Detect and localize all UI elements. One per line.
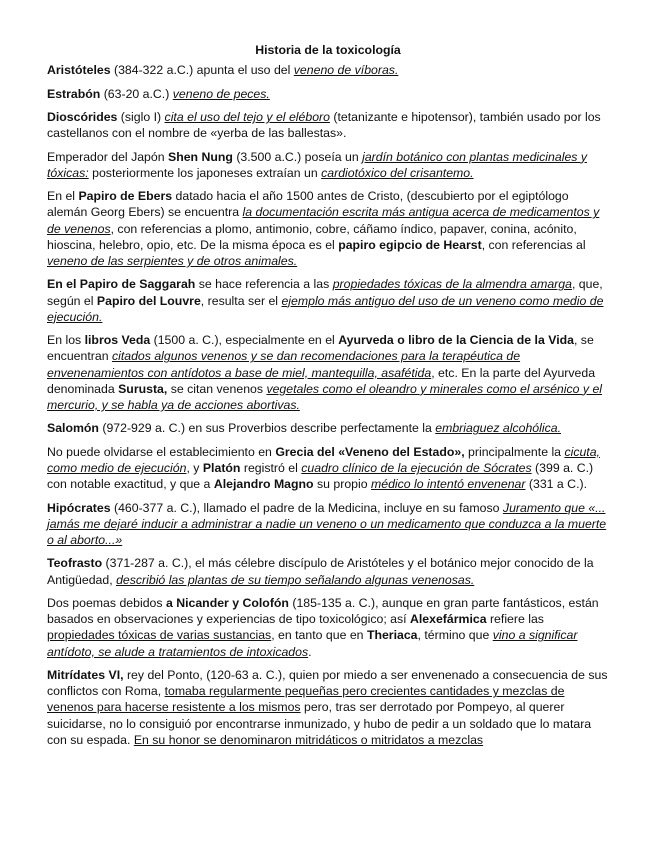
paragraph <box>47 667 609 748</box>
text-run: (972-929 a. C.) en sus Proverbios describe perfectamente la <box>98 421 436 436</box>
text-run: (399 a. C.) con notable exactitud, y que a <box>47 460 594 492</box>
text-run: (185-135 a. C.), aunque en gran parte fantásticos, están basados en observaciones y experiencias de tipo toxicológico; así <box>47 595 599 627</box>
bold-term: Papiro de Ebers <box>78 189 173 204</box>
bold-term: Papiro del Louvre <box>96 293 201 308</box>
underlined-italic-text: citados algunos venenos y se dan recomendaciones para la terapéutica de envenenamientos con antídotos a base de miel, mantequilla, asafétida <box>47 349 521 380</box>
bold-term: Theriaca <box>366 628 418 643</box>
bold-term: Estrabón <box>47 86 101 101</box>
underlined-italic-text: veneno de las serpientes y de otros animales. <box>47 253 298 268</box>
text-run: su propio <box>313 477 371 492</box>
underlined-italic-text: la documentación escrita más antigua acerca de medicamentos y de venenos <box>47 205 600 236</box>
paragraph <box>47 109 609 141</box>
text-run: (384-322 a.C.) apunta el uso del <box>110 63 294 78</box>
bold-term: En el Papiro de Saggarah <box>47 277 196 292</box>
paragraph <box>47 276 609 325</box>
text-run: En el <box>47 189 79 204</box>
text-run: , que, según el <box>47 277 603 308</box>
text-run: se hace referencia a las <box>195 277 333 292</box>
bold-term: a Nicander y Colofón <box>165 595 289 610</box>
bold-term: Ayurveda o libro de la Ciencia de la Vida <box>338 333 574 348</box>
bold-term: Alexefármica <box>409 612 487 627</box>
text-run: (460-377 a. C.), llamado el padre de la Medicina, incluye en su famoso <box>110 500 503 515</box>
text-run: posteriormente los japoneses extraían un <box>88 165 322 180</box>
text-run: Emperador del Japón <box>47 149 168 164</box>
underlined-italic-text: médico lo intentó envenenar <box>370 477 526 492</box>
underlined-italic-text: describió las plantas de su tiempo señalando algunas venenosas. <box>116 572 475 587</box>
underlined-italic-text: veneno de víboras. <box>293 63 399 78</box>
text-run: , con referencias al <box>481 237 586 252</box>
bold-term: Surusta, <box>118 381 168 396</box>
paragraph <box>47 149 609 181</box>
bold-term: Shen Nung <box>168 149 233 164</box>
text-run: Dos poemas debidos <box>47 595 166 610</box>
bold-term: libros Veda <box>84 333 151 348</box>
bold-term: Dioscórides <box>47 109 118 124</box>
paragraph <box>47 500 609 549</box>
text-run: No puede olvidarse el establecimiento en <box>47 444 276 459</box>
bold-term: Platón <box>202 460 241 475</box>
text-run: refiere las <box>486 612 544 627</box>
paragraph <box>47 188 609 269</box>
underlined-italic-text: cita el uso del tejo y el eléboro <box>164 109 330 124</box>
underlined-italic-text: veneno de peces. <box>172 86 270 101</box>
text-run: , y <box>186 460 203 475</box>
text-run: (siglo I) <box>117 109 165 124</box>
text-run: (331 a C.). <box>525 477 587 492</box>
paragraph <box>47 86 609 102</box>
text-run: En los <box>47 333 85 348</box>
text-run: , con referencias a plomo, antimonio, cobre, cáñamo índico, papaver, conina, acónito, hioscina, helebro, opio, etc. De la misma época es el <box>47 221 577 252</box>
text-run: (tetanizante e hipotensor), también usado por los castellanos con el nombre de «yerba de las ballestas». <box>47 109 601 141</box>
text-run: (3.500 a.C.) poseía un <box>232 149 363 164</box>
text-run: datado hacia el año 1500 antes de Cristo, (descubierto por el egiptólogo alemán Georg Ebers) se encuentra <box>47 189 569 220</box>
text-run: registró el <box>240 460 302 475</box>
document-body <box>47 62 609 748</box>
underlined-italic-text: cuadro clínico de la ejecución de Sócrates <box>301 460 532 475</box>
paragraph <box>47 420 609 436</box>
underlined-italic-text: propiedades tóxicas de la almendra amarga <box>332 277 572 292</box>
text-run: , resulta ser el <box>200 293 282 308</box>
bold-term: Grecia del «Veneno del Estado», <box>275 444 465 459</box>
underlined-text: En su honor se denominaron mitridáticos o mitridatos a mezclas <box>133 732 484 747</box>
underlined-text: tomaba regularmente pequeñas pero crecientes cantidades y mezclas de venenos para hacerse resistente a los mismos <box>47 684 565 715</box>
paragraph <box>47 332 609 413</box>
text-run: pero, tras ser derrotado por Pompeyo, al querer suicidarse, no lo consiguió por encontrarse inmunizado, y hubo de pedir a un soldado que lo matara con su espada. <box>47 700 592 747</box>
underlined-italic-text: vino a significar antídoto, se alude a tratamientos de intoxicados <box>47 628 578 659</box>
bold-term: Mitrídates VI, <box>47 667 124 682</box>
paragraph <box>47 444 609 493</box>
paragraph <box>47 555 609 587</box>
bold-term: Alejandro Magno <box>213 477 314 492</box>
bold-term: Salomón <box>47 421 99 436</box>
underlined-italic-text: ejemplo más antiguo del uso de un veneno como medio de ejecución. <box>47 293 604 324</box>
text-run: , se encuentran <box>47 333 594 364</box>
text-run: rey del Ponto, (120-63 a. C.), quien por miedo a ser envenenado a consecuencia de sus conflictos con Roma, <box>47 667 608 699</box>
page-title: Historia de la toxicología <box>255 43 401 57</box>
text-run: . <box>308 644 312 659</box>
paragraph <box>47 62 609 78</box>
paragraph <box>47 595 609 660</box>
text-run: , en tanto que en <box>271 628 367 643</box>
underlined-text: propiedades tóxicas de varias sustancias <box>47 628 272 643</box>
text-run: (63-20 a.C.) <box>100 86 173 101</box>
text-run: (371-287 a. C.), el más célebre discípulo de Aristóteles y el botánico mejor conocido de la Antigüedad, <box>47 556 594 587</box>
text-run: (1500 a. C.), especialmente en el <box>150 333 339 348</box>
text-run: se citan venenos <box>167 381 267 396</box>
underlined-italic-text: vegetales como el oleandro y minerales como el arsénico y el mercurio, y se habla ya de acciones abortivas. <box>47 381 603 412</box>
text-run: , etc. En la parte del Ayurveda denominada <box>47 365 596 396</box>
bold-term: Aristóteles <box>47 63 111 78</box>
bold-term: papiro egipcio de Hearst <box>338 237 482 252</box>
text-run: principalmente la <box>464 444 565 459</box>
underlined-italic-text: cardiotóxico del crisantemo. <box>321 165 474 180</box>
bold-term: Teofrasto <box>47 556 103 571</box>
bold-term: Hipócrates <box>47 500 111 515</box>
underlined-italic-text: Juramento que «... jamás me dejaré inducir a administrar a nadie un veneno o un medicamento que conduzca a la muerte o al aborto...» <box>47 500 607 547</box>
underlined-italic-text: jardín botánico con plantas medicinales y tóxicas: <box>47 149 588 180</box>
underlined-italic-text: cicuta, como medio de ejecución <box>47 444 600 475</box>
text-run: , término que <box>417 628 493 643</box>
underlined-italic-text: embriaguez alcohólica. <box>435 421 562 436</box>
